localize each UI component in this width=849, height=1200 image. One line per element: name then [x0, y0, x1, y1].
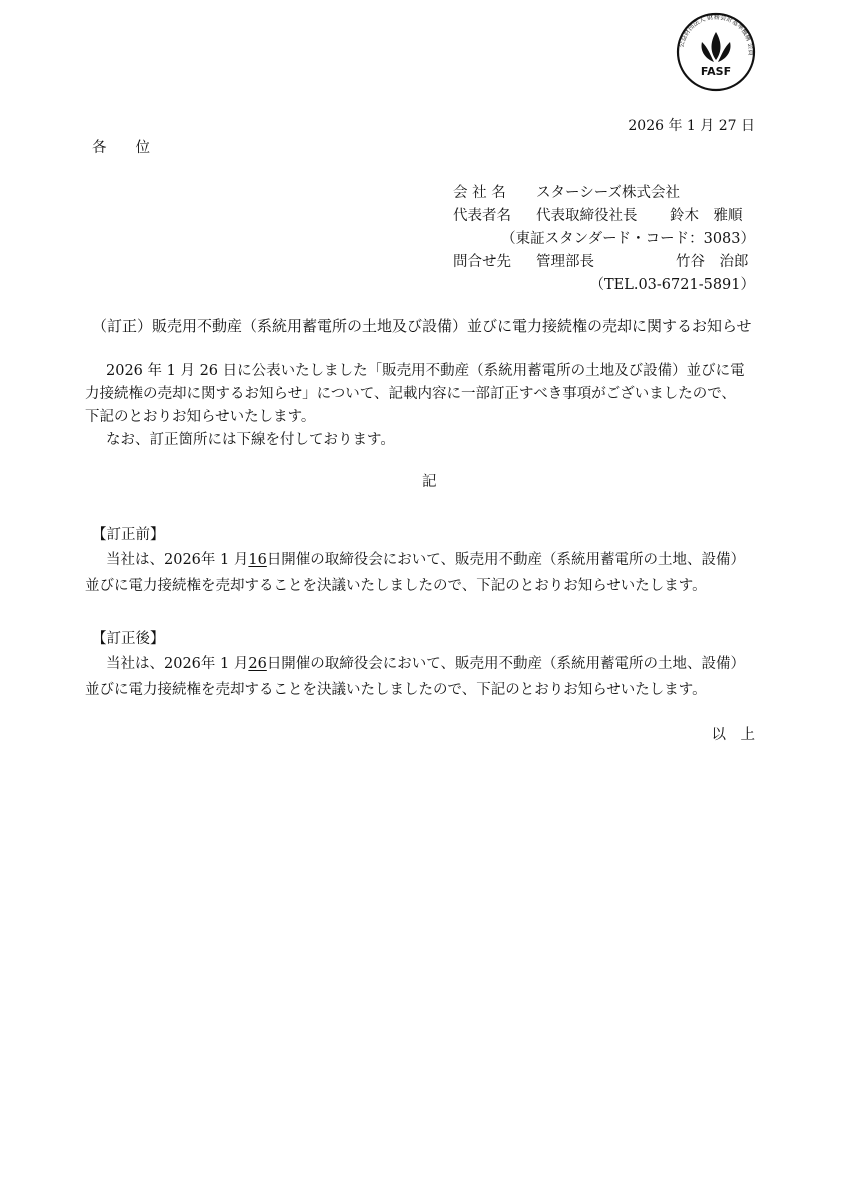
before-line-1 — [106, 548, 745, 569]
before-line-1-pre: 当社は、2026年 1 月 — [106, 552, 249, 568]
before-line-1-post: 日開催の取締役会において、販売用不動産（系統用蓄電所の土地、設備） — [266, 552, 746, 568]
contact-name: 竹谷 治郎 — [676, 254, 749, 270]
ki-marker: 記 — [422, 474, 437, 490]
logo-seal-text: 公益財団法人 財務会計基準機構 会員 — [678, 13, 755, 56]
company-label: 会 社 名 — [453, 185, 506, 201]
intro-line-3: 下記のとおりお知らせいたします。 — [85, 409, 316, 425]
after-heading: 【訂正後】 — [92, 631, 165, 647]
closing-mark: 以 上 — [711, 727, 755, 743]
intro-line-1: 2026 年 1 月 26 日に公表いたしました「販売用不動産（系統用蓄電所の土地及び設備）並びに電 — [106, 363, 745, 379]
after-line-1-post: 日開催の取締役会において、販売用不動産（系統用蓄電所の土地、設備） — [266, 656, 746, 672]
document-date: 2026 年 1 月 27 日 — [628, 118, 755, 134]
document-title: （訂正）販売用不動産（系統用蓄電所の土地及び設備）並びに電力接続権の売却に関するお知らせ — [92, 317, 752, 335]
fasf-logo-icon — [676, 12, 756, 92]
stock-code: （東証スタンダード・コード：3083） — [501, 231, 755, 247]
contact-tel: （TEL.03-6721-5891） — [589, 277, 755, 293]
before-underlined-date: 16 — [248, 552, 267, 568]
logo-mark-text: FASF — [700, 65, 732, 78]
contact-label: 問合せ先 — [453, 254, 511, 270]
intro-line-4: なお、訂正箇所には下線を付しております。 — [106, 432, 395, 448]
after-underlined-date: 26 — [248, 656, 267, 672]
company-name: スターシーズ株式会社 — [536, 185, 680, 201]
after-line-1-pre: 当社は、2026年 1 月 — [106, 656, 249, 672]
intro-line-2: 力接続権の売却に関するお知らせ」について、記載内容に一部訂正すべき事項がございましたので、 — [85, 386, 736, 402]
representative-title: 代表取締役社長 — [536, 208, 638, 224]
addressee: 各 位 — [92, 140, 150, 156]
contact-title: 管理部長 — [536, 254, 594, 270]
after-line-1 — [106, 652, 745, 673]
after-line-2: 並びに電力接続権を売却することを決議いたしましたので、下記のとおりお知らせいたします。 — [85, 682, 707, 698]
before-line-2: 並びに電力接続権を売却することを決議いたしましたので、下記のとおりお知らせいたします。 — [85, 578, 707, 594]
representative-name: 鈴木 雅順 — [670, 208, 743, 224]
before-heading: 【訂正前】 — [92, 527, 165, 543]
representative-label: 代表者名 — [453, 208, 511, 224]
